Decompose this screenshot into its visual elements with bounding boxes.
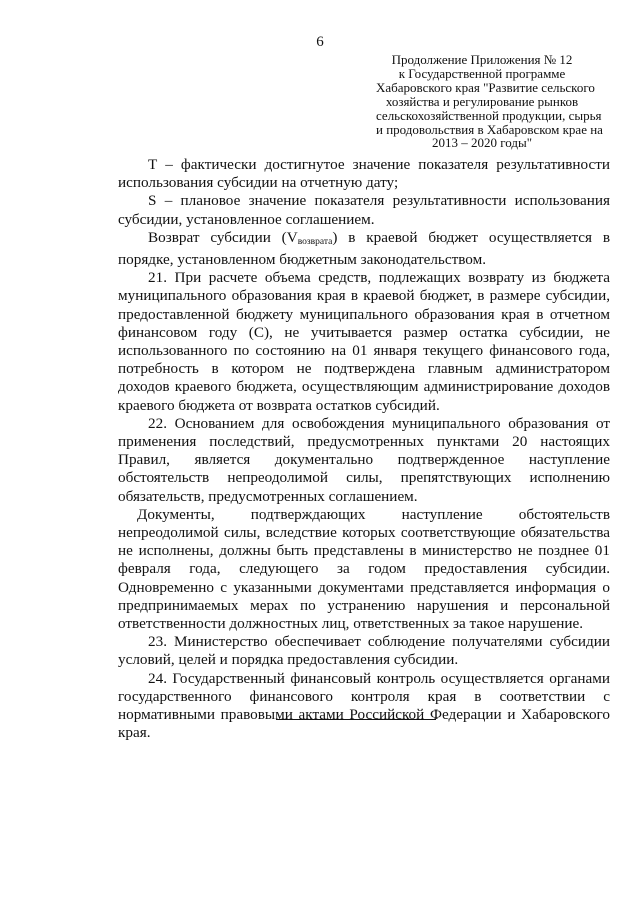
header-line: хозяйства и регулирование рынков [385, 93, 579, 109]
paragraph-23: 23. Министерство обеспечивает соблюдение получателями субсидии условий, целей и порядка предоставления субсидии. [118, 633, 610, 669]
appendix-header [376, 52, 603, 151]
header-line: Продолжение Приложения № 12 [391, 52, 573, 67]
paragraph-s-definition: S – плановое значение показателя результативности использования субсидии, установленное соглашением. [118, 192, 610, 228]
subsidy-return-text-end: ) в краевой бюджет осуществляется в порядке, установленном бюджетным законодательством. [118, 228, 611, 269]
page-number: 6 [316, 34, 324, 50]
v-return-subscript: возврата [297, 236, 333, 247]
paragraph-force-majeure-documents: Документы, подтверждающих наступление обстоятельств непреодолимой силы, вследствие которых соответствующие обязательства не исполнены, должны быть представлены в министерство не позднее 01 февраля года, следующего за годом предоставления субсидии. Одновременно с указанными документами представляется информация о предпринимаемых мерах по устранению нарушения и персональной ответственности должностных лиц, ответственных за такое нарушение. [118, 505, 610, 633]
header-line: и продовольствия в Хабаровском крае на [376, 121, 603, 137]
header-line: сельскохозяйственной продукции, сырья [376, 107, 602, 123]
document-body [118, 156, 610, 743]
paragraph-21: 21. При расчете объема средств, подлежащих возврату из бюджета муниципального образования края в краевой бюджет, в размере субсидии, предоставленной бюджету муниципального образования края в отчетном финансовом году (С), не учитывается размер остатка субсидии, не использованного по состоянию на 01 января текущего финансового года, потребность в котором не подтверждена главным администратором доходов краевого бюджета, осуществляющим администрирование доходов краевого бюджета от возврата остатков субсидий. [118, 269, 610, 414]
end-of-document-rule [276, 719, 436, 720]
header-line: Хабаровского края "Развитие сельского [376, 79, 595, 95]
paragraph-24: 24. Государственный финансовый контроль осуществляется органами государственного финансового контроля края в соответствии с нормативными правовыми актами Российской Федерации и Хабаровского края. [118, 669, 610, 742]
header-line: к Государственной программе [398, 65, 566, 81]
paragraph-subsidy-return [118, 229, 610, 269]
paragraph-t-definition: Т – фактически достигнутое значение показателя результативности использования субсидии на отчетную дату; [118, 156, 610, 192]
subsidy-return-text-start: Возврат субсидии (V [148, 228, 298, 246]
paragraph-22: 22. Основанием для освобождения муниципального образования от применения последствий, предусмотренных пунктами 20 настоящих Правил, является документально подтвержденное наступление обстоятельств непреодолимой силы, препятствующих исполнению обязательств, предусмотренных соглашением. [118, 414, 610, 505]
header-line: 2013 – 2020 годы" [431, 135, 533, 151]
